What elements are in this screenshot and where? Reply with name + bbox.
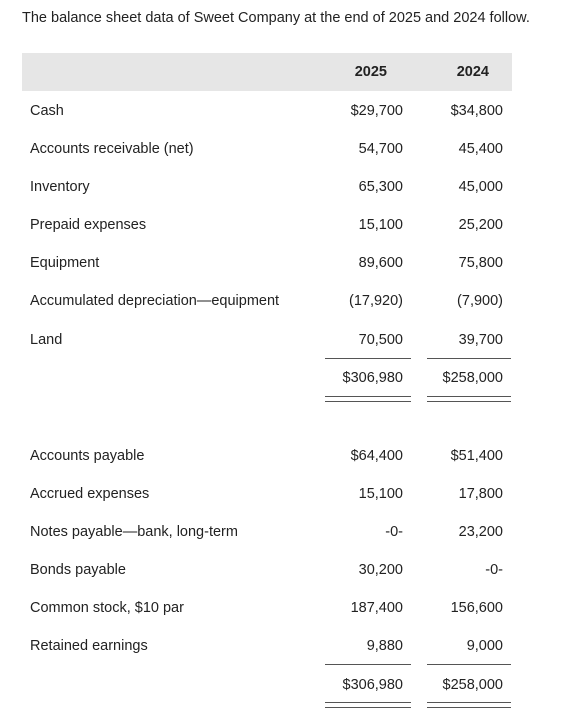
value-2024: 156,600	[450, 600, 503, 616]
table-row	[0, 141, 571, 161]
value-2024: 75,800	[458, 255, 503, 271]
table-row	[0, 562, 571, 582]
row-label: Notes payable—bank, long-term	[30, 524, 238, 540]
row-label: Accrued expenses	[30, 486, 150, 502]
row-label: Land	[30, 332, 63, 348]
assets-total-2025: $306,980	[342, 370, 403, 386]
table-row	[0, 217, 571, 237]
double-underline	[325, 702, 411, 708]
row-label: Bonds payable	[30, 562, 126, 578]
value-2024: $51,400	[450, 448, 503, 464]
value-2025: 54,700	[358, 141, 403, 157]
value-2024: $34,800	[450, 103, 503, 119]
subtotal-rule	[325, 358, 411, 359]
row-label: Prepaid expenses	[30, 217, 147, 233]
value-2025: (17,920)	[348, 293, 403, 309]
value-2025: 9,880	[366, 638, 403, 654]
table-row	[0, 293, 571, 313]
value-2025: 15,100	[358, 486, 403, 502]
liabilities-total-2024: $258,000	[442, 677, 503, 693]
value-2025: -0-	[385, 524, 403, 540]
assets-total-2024: $258,000	[442, 370, 503, 386]
row-label: Retained earnings	[30, 638, 148, 654]
subtotal-rule	[427, 664, 511, 665]
column-header-2024: 2024	[456, 64, 489, 80]
value-2025: 30,200	[358, 562, 403, 578]
value-2024: 17,800	[458, 486, 503, 502]
value-2025: 187,400	[350, 600, 403, 616]
value-2025: 89,600	[358, 255, 403, 271]
value-2024: 9,000	[466, 638, 503, 654]
value-2025: 65,300	[358, 179, 403, 195]
double-underline	[427, 702, 511, 708]
table-row	[0, 524, 571, 544]
subtotal-rule	[427, 358, 511, 359]
row-label: Accounts receivable (net)	[30, 141, 194, 157]
table-row	[0, 486, 571, 506]
value-2024: 39,700	[458, 332, 503, 348]
table-row	[0, 255, 571, 275]
table-row	[0, 638, 571, 658]
value-2024: (7,900)	[457, 293, 503, 309]
table-row	[0, 448, 571, 468]
row-label: Accumulated depreciation—equipment	[30, 293, 280, 309]
row-label: Equipment	[30, 255, 100, 271]
row-label: Cash	[30, 103, 64, 119]
subtotal-rule	[325, 664, 411, 665]
value-2024: 45,400	[458, 141, 503, 157]
column-header-2025: 2025	[354, 64, 387, 80]
value-2024: 23,200	[458, 524, 503, 540]
liabilities-total-2025: $306,980	[342, 677, 403, 693]
table-row	[0, 332, 571, 352]
table-row	[0, 600, 571, 620]
table-row	[0, 103, 571, 123]
total-row	[0, 370, 571, 390]
row-label: Inventory	[30, 179, 90, 195]
row-label: Common stock, $10 par	[30, 600, 184, 616]
intro-text: The balance sheet data of Sweet Company at the end of 2025 and 2024 follow.	[22, 10, 530, 26]
total-row	[0, 677, 571, 697]
value-2024: -0-	[485, 562, 503, 578]
double-underline	[325, 396, 411, 402]
value-2025: $29,700	[350, 103, 403, 119]
value-2024: 25,200	[458, 217, 503, 233]
value-2024: 45,000	[458, 179, 503, 195]
value-2025: 15,100	[358, 217, 403, 233]
table-row	[0, 179, 571, 199]
row-label: Accounts payable	[30, 448, 145, 464]
value-2025: $64,400	[350, 448, 403, 464]
value-2025: 70,500	[358, 332, 403, 348]
double-underline	[427, 396, 511, 402]
